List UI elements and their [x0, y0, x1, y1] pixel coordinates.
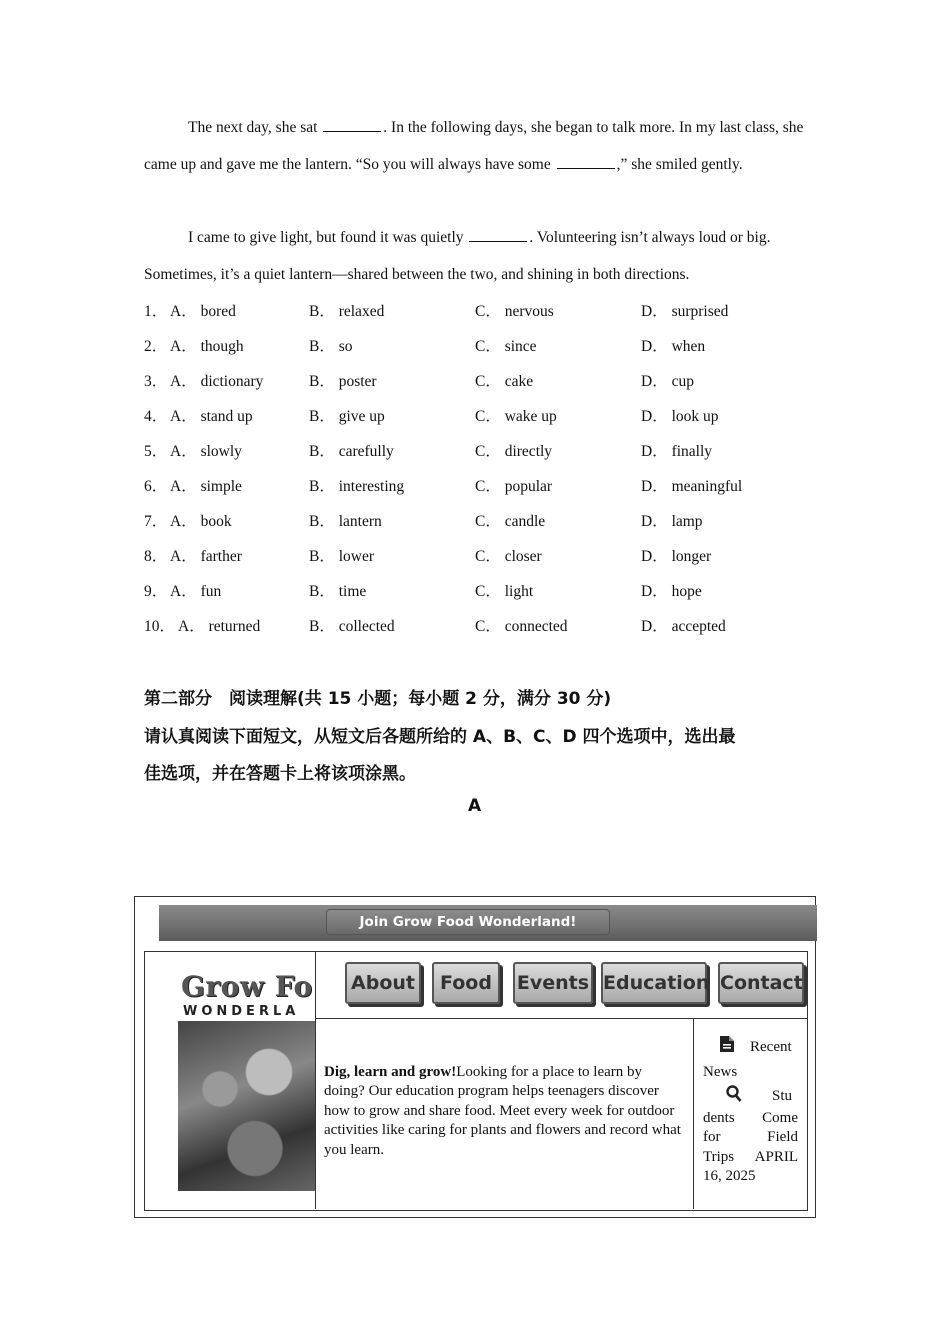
nav-about-button[interactable]: About — [345, 962, 421, 1004]
option-a[interactable]: A． slowly — [170, 443, 242, 460]
section-instruction-line-1: 请认真阅读下面短文，从短文后各题所给的 A、B、C、D 四个选项中，选出最 — [144, 727, 736, 747]
section-heading: 第二部分 阅读理解(共 15 小题；每小题 2 分，满分 30 分) — [144, 689, 612, 709]
question-row — [144, 544, 808, 566]
option-a[interactable]: A． fun — [170, 583, 222, 600]
option-a[interactable]: A． returned — [178, 618, 261, 635]
option-d[interactable]: D． accepted — [641, 618, 726, 635]
question-row — [144, 369, 808, 391]
option-d[interactable]: D． look up — [641, 408, 719, 425]
news-item-line-1[interactable]: Stu — [772, 1088, 793, 1104]
question-row — [144, 404, 808, 426]
search-icon[interactable] — [726, 1085, 742, 1103]
logo-subtitle: WONDERLA — [183, 1004, 300, 1019]
news-label[interactable]: News — [703, 1064, 738, 1080]
nav-bar — [315, 952, 807, 1019]
option-b[interactable]: B． collected — [309, 618, 395, 635]
logo-column — [145, 952, 316, 1209]
passage-paragraph-2: I came to give light, but found it was quietly . Volunteering isn’t always loud or big. Sometimes, it’s a quiet lantern—shared between the two, and shining in both directions. — [144, 229, 771, 283]
option-c[interactable]: C． directly — [475, 443, 553, 460]
option-b[interactable]: B． lantern — [309, 513, 382, 530]
option-b[interactable]: B． relaxed — [309, 303, 385, 320]
option-c[interactable]: C． popular — [475, 478, 553, 495]
question-row — [144, 579, 808, 601]
passage-label: A — [468, 796, 482, 816]
option-b[interactable]: B． lower — [309, 548, 375, 565]
question-number: 6． — [144, 478, 168, 495]
option-b[interactable]: B． poster — [309, 373, 377, 390]
question-number: 10． — [144, 618, 176, 635]
option-b[interactable]: B． interesting — [309, 478, 405, 495]
description-text — [324, 1063, 684, 1160]
option-d[interactable]: D． surprised — [641, 303, 729, 320]
option-b[interactable]: B． carefully — [309, 443, 394, 460]
question-number: 4． — [144, 408, 168, 425]
nav-events-button[interactable]: Events — [513, 962, 593, 1004]
news-item-line-4[interactable]: Trips APRIL — [703, 1149, 798, 1165]
advert-page — [144, 951, 808, 1211]
option-d[interactable]: D． when — [641, 338, 706, 355]
option-a[interactable]: A． stand up — [170, 408, 253, 425]
logo-title: Grow Fo — [181, 970, 313, 1003]
option-b[interactable]: B． time — [309, 583, 367, 600]
news-item-line-2[interactable]: dents Come — [703, 1110, 798, 1126]
option-b[interactable]: B． so — [309, 338, 353, 355]
option-c[interactable]: C． candle — [475, 513, 546, 530]
option-d[interactable]: D． longer — [641, 548, 712, 565]
option-a[interactable]: A． farther — [170, 548, 242, 565]
join-banner-button[interactable]: Join Grow Food Wonderland! — [326, 909, 610, 935]
question-number: 8． — [144, 548, 168, 565]
option-a[interactable]: A． though — [170, 338, 244, 355]
option-c[interactable]: C． light — [475, 583, 534, 600]
news-item-line-3[interactable]: for Field — [703, 1129, 798, 1145]
option-d[interactable]: D． hope — [641, 583, 702, 600]
question-row — [144, 509, 808, 531]
answer-blank-9 — [557, 154, 615, 169]
option-d[interactable]: D． finally — [641, 443, 713, 460]
question-row — [144, 474, 808, 496]
option-a[interactable]: A． dictionary — [170, 373, 264, 390]
news-item-date: 16, 2025 — [703, 1168, 756, 1184]
question-row — [144, 614, 808, 636]
question-row — [144, 299, 808, 321]
option-a[interactable]: A． simple — [170, 478, 242, 495]
question-number: 3． — [144, 373, 168, 390]
option-c[interactable]: C． connected — [475, 618, 568, 635]
advert-figure — [134, 896, 816, 1218]
option-d[interactable]: D． cup — [641, 373, 694, 390]
option-c[interactable]: C． wake up — [475, 408, 557, 425]
option-c[interactable]: C． closer — [475, 548, 542, 565]
option-d[interactable]: D． meaningful — [641, 478, 743, 495]
option-c[interactable]: C． nervous — [475, 303, 554, 320]
description-bold: Dig, learn and grow! — [324, 1064, 457, 1080]
option-a[interactable]: A． book — [170, 513, 232, 530]
option-c[interactable]: C． cake — [475, 373, 534, 390]
question-number: 1． — [144, 303, 168, 320]
question-number: 2． — [144, 338, 168, 355]
nav-food-button[interactable]: Food — [432, 962, 500, 1004]
answer-blank-4 — [323, 117, 381, 132]
question-number: 7． — [144, 513, 168, 530]
recent-label: Recent — [750, 1039, 792, 1055]
passage-paragraph-1: The next day, she sat . In the following days, she began to talk more. In my last class, she came up and gave me the lantern. “So you will always have some ,” she smiled gently. — [144, 119, 804, 173]
recent-news-sidebar — [694, 1019, 807, 1209]
description-rest: Looking for a place to learn by doing? Our education program helps teenagers discover how to grow and share food. Meet every week for outdoor activities like caring for plants and flowers and record what you learn. — [324, 1064, 681, 1158]
document-icon — [719, 1035, 735, 1053]
section-instruction-line-2: 佳选项，并在答题卡上将该项涂黑。 — [144, 764, 416, 784]
advert-banner — [159, 905, 817, 941]
nav-education-button[interactable]: Education — [601, 962, 707, 1004]
answer-blank-10 — [469, 227, 527, 242]
nav-contact-button[interactable]: Contact — [718, 962, 804, 1004]
garden-photo — [178, 1021, 316, 1191]
option-a[interactable]: A． bored — [170, 303, 236, 320]
question-number: 5． — [144, 443, 168, 460]
option-b[interactable]: B． give up — [309, 408, 385, 425]
question-row — [144, 334, 808, 356]
description-cell — [315, 1019, 694, 1209]
question-row — [144, 439, 808, 461]
option-c[interactable]: C． since — [475, 338, 537, 355]
question-number: 9． — [144, 583, 168, 600]
option-d[interactable]: D． lamp — [641, 513, 703, 530]
